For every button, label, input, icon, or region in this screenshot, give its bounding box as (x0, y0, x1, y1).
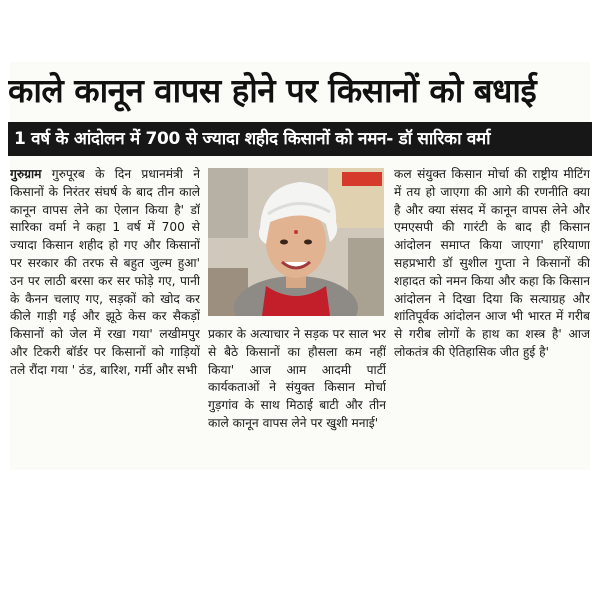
column-1-text: गुरुपूरब के दिन प्रधानमंत्री ने किसानों के निरंतर संघर्ष के बाद तीन काले कानून वापस लेने का ऐलान किया है' डॉ सारिका वर्मा ने कहा 1 वर्ष में 700 से ज्यादा किसान शहीद हो गए और किसानों पर सरकार की तरफ से बहुत जुल्म हुआ' उन पर लाठी बरसा कर सर फोड़े गए, पानी के कैनन चलाए गए, सड़कों को खोद कर कीले गाड़ी गई और झूठे केस कर सैकड़ों किसानों को जेल में रखा गया' लखीमपुर और टिकरी बॉर्डर पर किसानों को गाड़ियों तले रौंदा गया ' ठंड, बारिश, गर्मी और सभी (10, 167, 200, 377)
portrait-photo (208, 168, 384, 316)
dateline: गुरुग्राम (10, 167, 42, 181)
article-column-2: प्रकार के अत्याचार ने सड़क पर साल भर से बैठे किसानों का हौसला कम नहीं किया' आज आम आदमी पार्टी कार्यकताओं ने संयुक्त किसान मोर्चा गुड़गांव के साथ मिठाई बाटी और तीन काले कानून वापस लेने पर खुशी मनाई' (208, 327, 386, 430)
subheadline-bar: 1 वर्ष के आंदोलन में 700 से ज्यादा शहीद किसानों को नमन- डॉ सारिका वर्मा (8, 122, 592, 156)
article-column-3: कल संयुक्त किसान मोर्चा की राष्ट्रीय मीटिंग में तय हो जाएगा की आगे की रणनीति क्या है और क्या संसद में कानून वापस लेने और एमएसपी की गारंटी के बाद ही किसान आंदोलन समाप्त किया जाएगा' हरियाणा सहप्रभारी डॉ सुशील गुप्ता ने किसानों की शहादत को नमन किया और कहा कि किसान आंदोलन ने दिखा दिया कि सत्याग्रह और शांतिपूर्वक आंदोलन आज भी भारत में गरीब से गरीब लोगों के हाथ का शस्त्र है' आज लोकतंत्र की ऐतिहासिक जीत हुई है' (394, 167, 590, 359)
article-column-1 (10, 166, 200, 466)
headline: काले कानून वापस होने पर किसानों को बधाई (8, 71, 537, 110)
